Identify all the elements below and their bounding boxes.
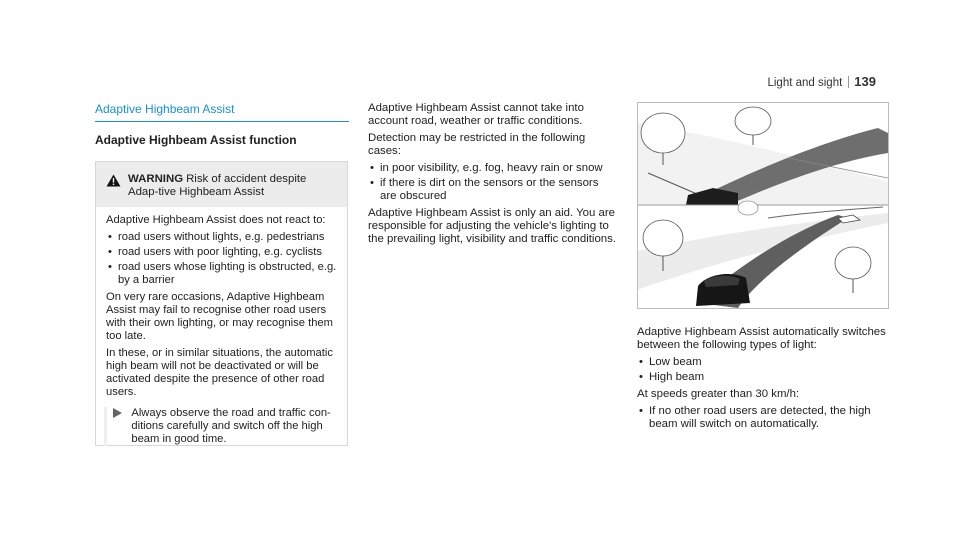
detection-list — [368, 162, 618, 203]
list-item: • in poor visibility, e.g. fog, heavy rain or snow — [368, 162, 618, 175]
warning-body — [96, 207, 347, 452]
page-number: 139 — [854, 74, 876, 89]
paragraph: At speeds greater than 30 km/h: — [637, 388, 800, 400]
action-step — [106, 407, 337, 446]
light-types-list — [637, 356, 889, 384]
column-right — [637, 102, 889, 435]
speed-list — [637, 405, 889, 431]
warning-box — [95, 161, 348, 446]
list-item: • High beam — [637, 371, 889, 384]
warning-paragraph: On very rare occasions, Adaptive Highbeam Assist may fail to recognise other road users with their own lighting, or may recognise them too late. — [106, 291, 333, 342]
highbeam-illustration — [637, 102, 889, 309]
warning-paragraph: In these, or in similar situations, the automatic high beam will not be deactivated or will be activated despite the presence of other road users. — [106, 347, 333, 398]
paragraph: Detection may be restricted in the following cases: — [368, 132, 586, 157]
list-item: • if there is dirt on the sensors or the sensors are obscured — [368, 177, 618, 203]
warning-label: WARNING — [128, 173, 184, 185]
warning-intro: Adaptive Highbeam Assist does not react to: — [106, 214, 326, 226]
page-header — [767, 74, 876, 89]
warning-header — [96, 162, 347, 207]
column-left — [95, 102, 349, 446]
paragraph: Adaptive Highbeam Assist is only an aid. You are responsible for adjusting the vehicle's lighting to the prevailing light, visibility and traffic conditions. — [368, 207, 616, 245]
warning-text — [128, 173, 337, 199]
action-bar — [104, 407, 107, 446]
list-item: • road users whose lighting is obstructed, e.g. by a barrier — [106, 261, 337, 287]
subsection-title: Adaptive Highbeam Assist function — [95, 133, 297, 147]
paragraph: Adaptive Highbeam Assist automatically switches between the following types of light: — [637, 326, 886, 351]
paragraph: Adaptive Highbeam Assist cannot take into account road, weather or traffic conditions. — [368, 102, 584, 127]
illustration-drawing — [638, 103, 888, 308]
header-section: Light and sight — [767, 77, 843, 89]
action-text: Always observe the road and traffic con-ditions carefully and switch off the high beam in good time. — [131, 407, 331, 445]
header-divider — [848, 76, 849, 88]
list-item: • road users without lights, e.g. pedestrians — [106, 231, 337, 244]
list-item: • Low beam — [637, 356, 889, 369]
list-item: • road users with poor lighting, e.g. cyclists — [106, 246, 337, 259]
warning-list — [106, 231, 337, 287]
list-item: • If no other road users are detected, the high beam will switch on automatically. — [637, 405, 889, 431]
play-arrow-icon — [113, 407, 125, 446]
warning-triangle-icon — [106, 174, 122, 199]
column-middle — [368, 102, 618, 250]
section-title: Adaptive Highbeam Assist — [95, 102, 349, 122]
warning-message: Risk of accident despite Adap-tive Highbeam Assist — [128, 173, 307, 198]
